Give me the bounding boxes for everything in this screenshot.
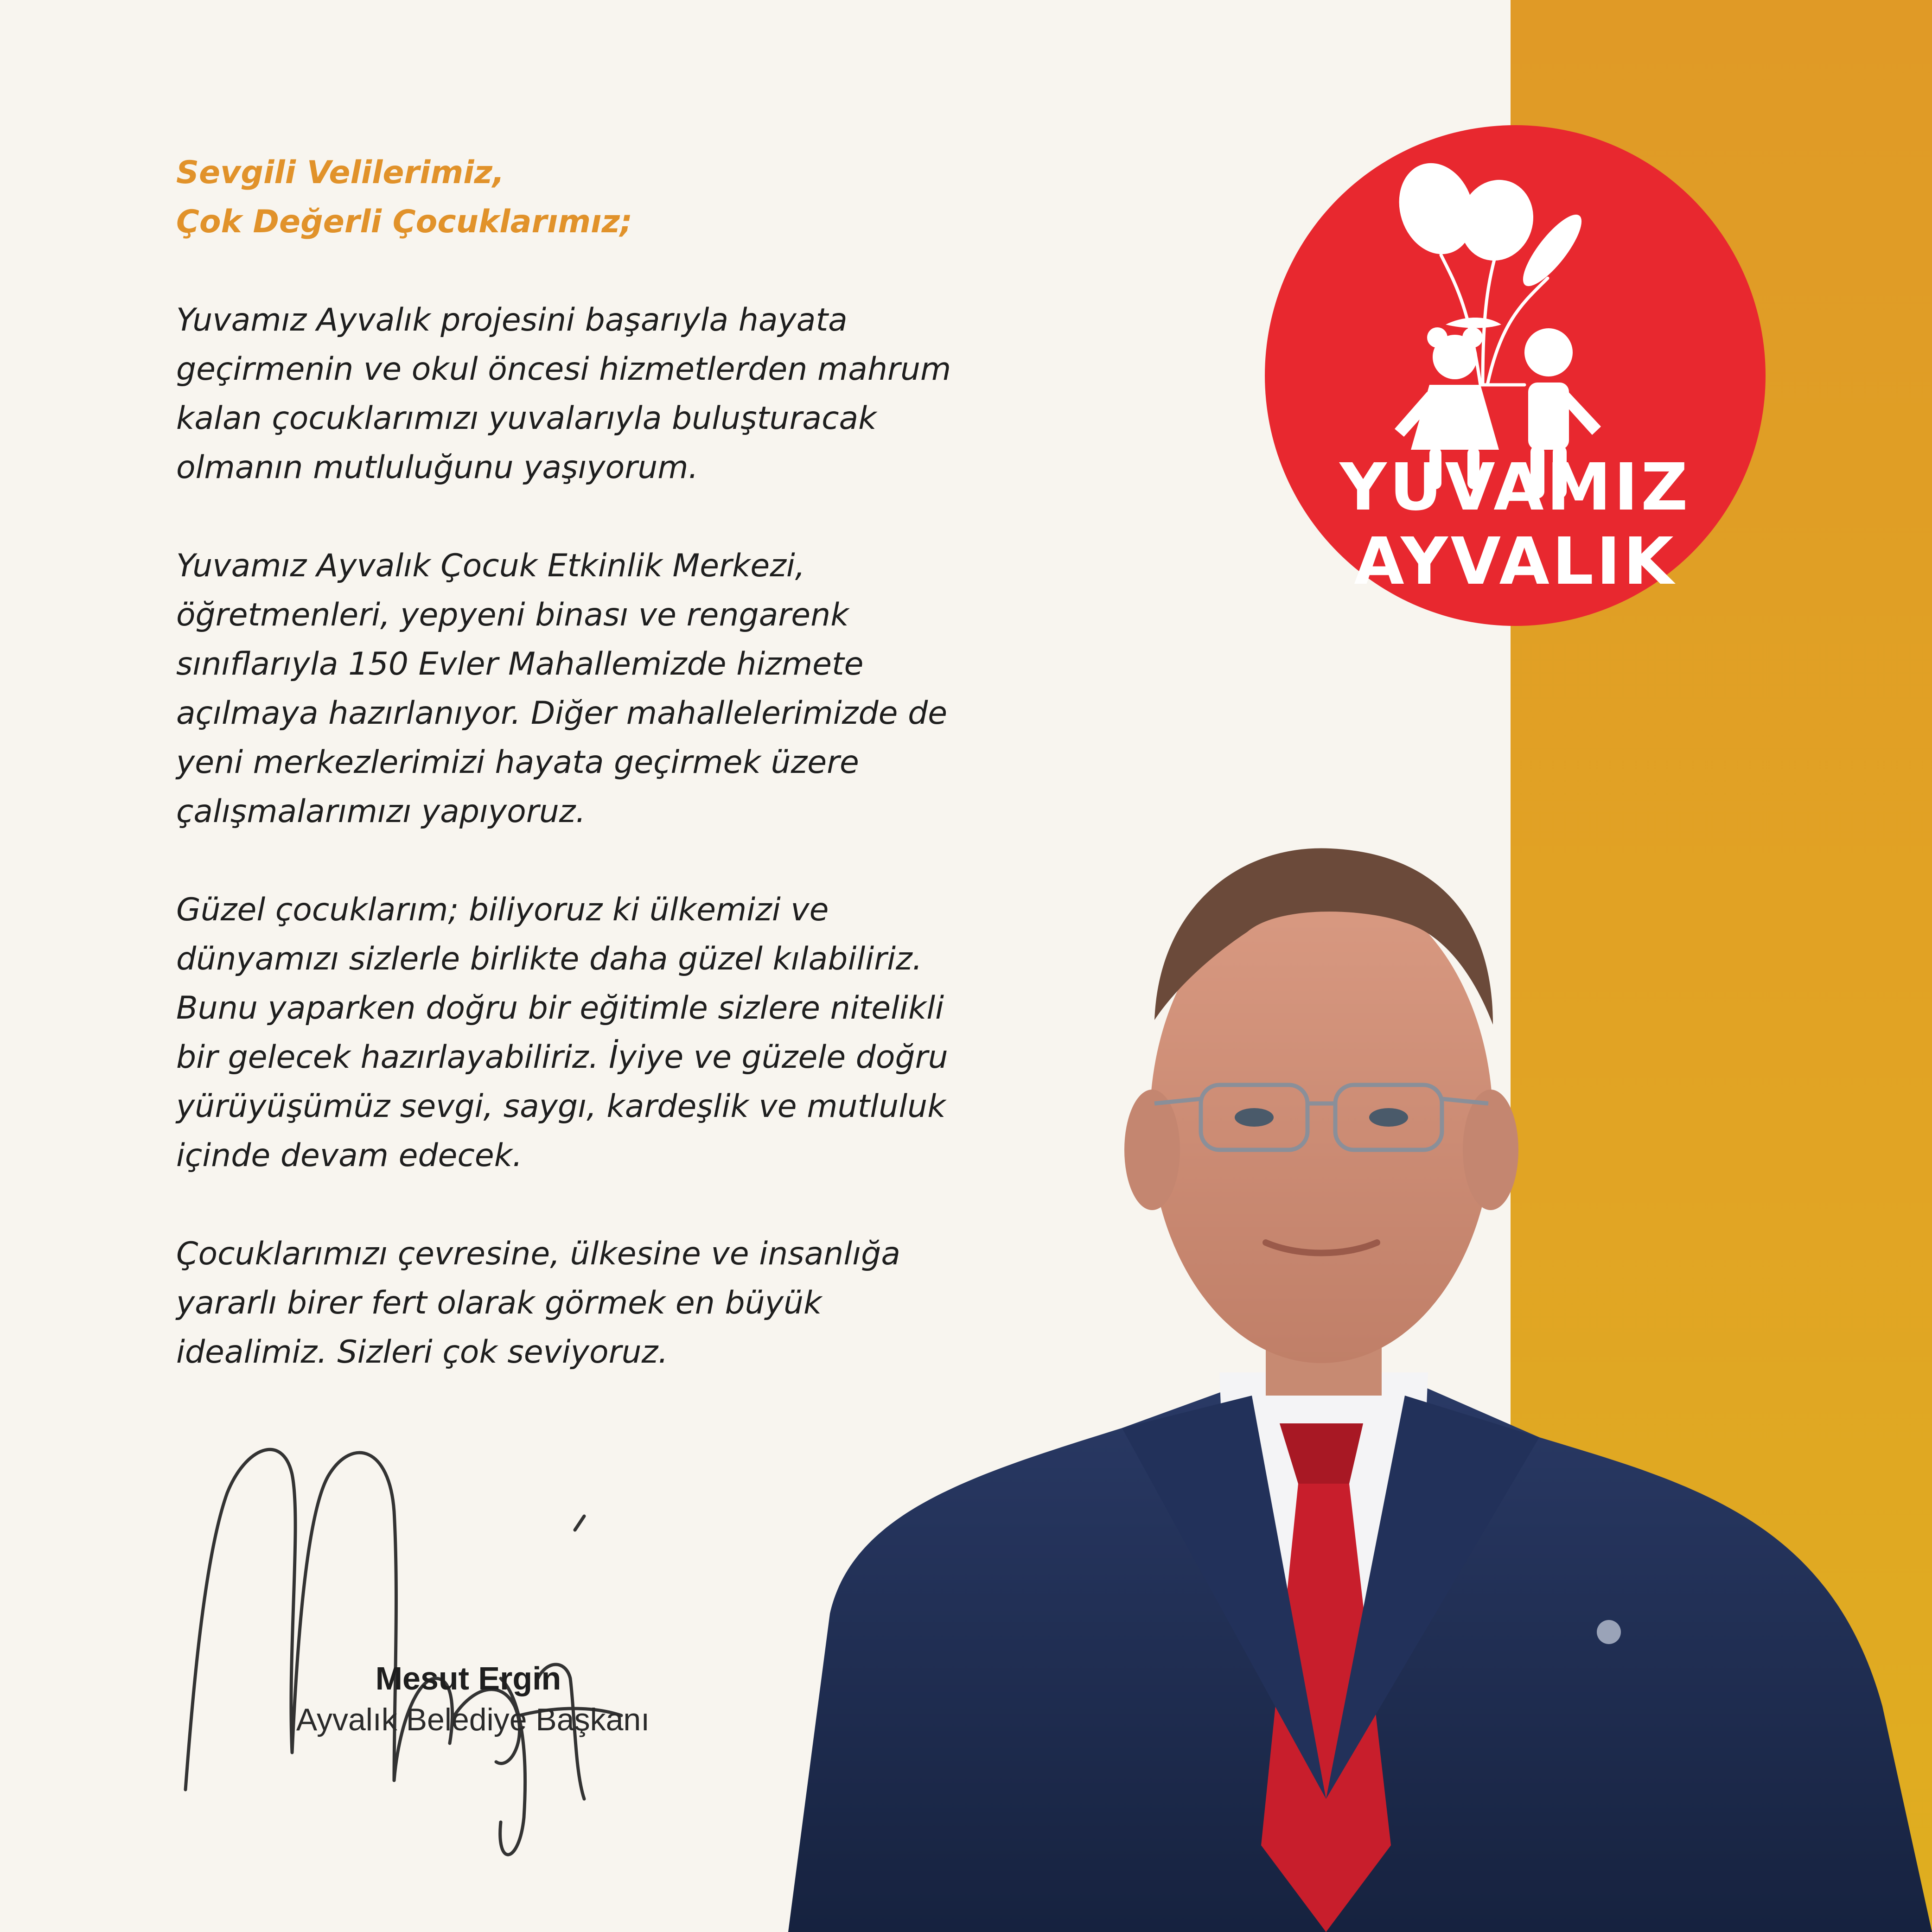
paragraph-line: Bunu yaparken doğru bir eğitimle sizlere nitelikli [176, 990, 944, 1027]
paragraph [176, 542, 1034, 836]
paragraph-line: sınıflarıyla 150 Evler Mahallemizde hizmete [176, 646, 864, 682]
paragraph-line: Yuvamız Ayvalık Çocuk Etkinlik Merkezi, [176, 548, 805, 584]
paragraph [176, 296, 1034, 492]
portrait-illustration [788, 825, 1932, 1932]
signer-title: Ayvalık Belediye Başkanı [296, 1702, 650, 1737]
paragraph-line: çalışmalarımızı yapıyoruz. [176, 793, 586, 830]
signer-name: Mesut Ergin [375, 1660, 561, 1696]
logo-text-line: YUVAMIZ [1339, 450, 1691, 525]
salutation [176, 148, 1034, 247]
paragraph-line: yürüyüşümüz sevgi, saygı, kardeşlik ve mutluluk [176, 1088, 946, 1125]
paragraph-line: idealimiz. Sizleri çok seviyoruz. [176, 1334, 668, 1371]
paragraph-line: yeni merkezlerimizi hayata geçirmek üzere [176, 744, 859, 781]
logo-text-line: AYVALIK [1354, 524, 1677, 599]
signature-block [176, 1419, 686, 1882]
paragraph-line: bir gelecek hazırlayabiliriz. İyiye ve güzele doğru [176, 1039, 948, 1076]
paragraph-line: kalan çocuklarımızı yuvalarıyla buluşturacak [176, 400, 877, 437]
paragraph-line: dünyamızı sizlerle birlikte daha güzel kılabiliriz. [176, 941, 923, 977]
salutation-line: Çok Değerli Çocuklarımız; [176, 204, 633, 240]
salutation-line: Sevgili Velilerimiz, [176, 154, 504, 191]
handwritten-signature [176, 1419, 686, 1882]
yuvamiz-ayvalik-logo [1265, 125, 1766, 626]
paragraph-line: öğretmenleri, yepyeni binası ve rengarenk [176, 597, 849, 633]
paragraph-line: olmanın mutluluğunu yaşıyorum. [176, 449, 699, 486]
paragraph-line: yararlı birer fert olarak görmek en büyük [176, 1285, 822, 1321]
paragraph-line: Yuvamız Ayvalık projesini başarıyla hayata [176, 302, 848, 338]
paragraph-line: geçirmenin ve okul öncesi hizmetlerden mahrum [176, 351, 951, 388]
paragraph-line: içinde devam edecek. [176, 1137, 523, 1174]
paragraph-line: Güzel çocuklarım; biliyoruz ki ülkemizi ve [176, 892, 829, 928]
paragraph-line: açılmaya hazırlanıyor. Diğer mahallelerimizde de [176, 695, 948, 732]
paragraph-line: Çocuklarımızı çevresine, ülkesine ve insanlığa [176, 1236, 901, 1272]
mayor-portrait [788, 825, 1932, 1932]
